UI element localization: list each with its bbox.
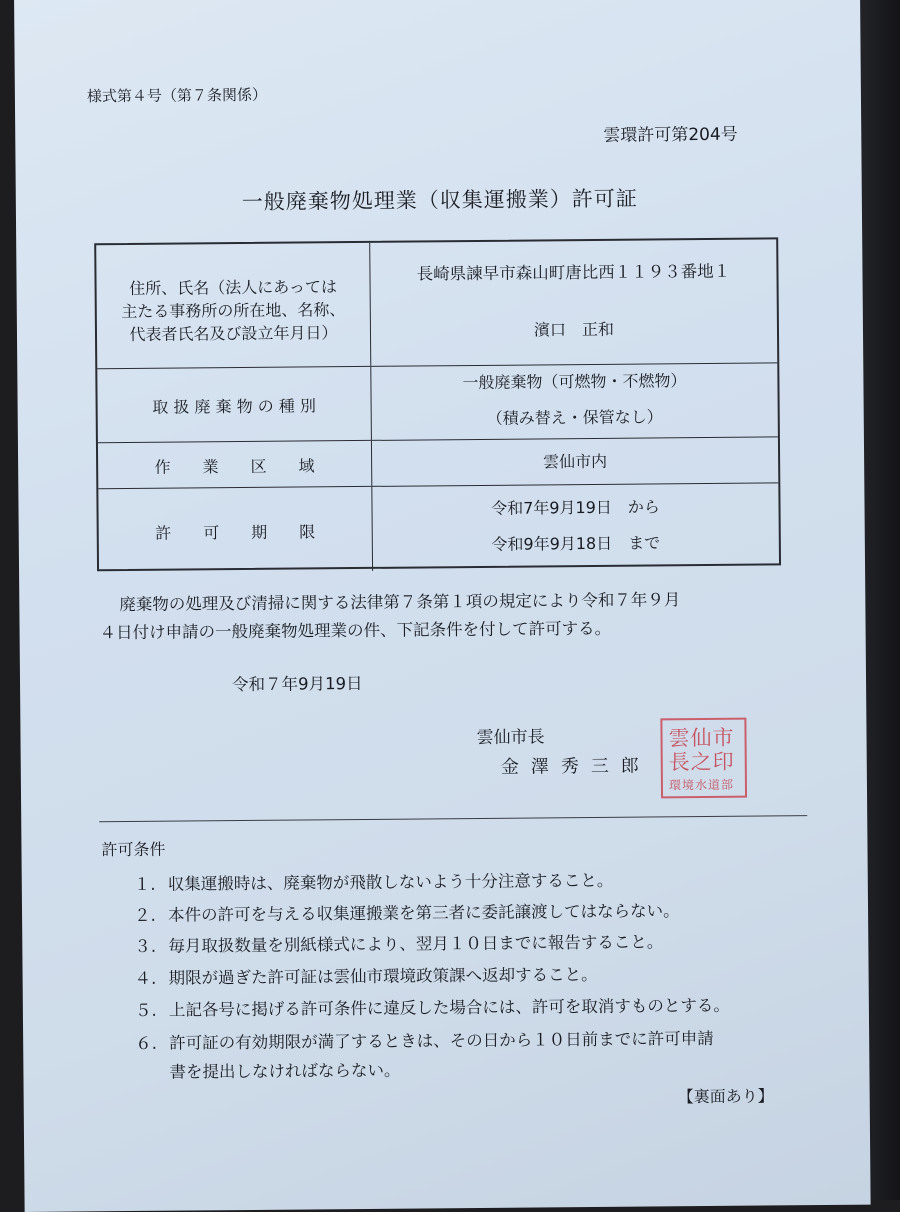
issue-date: 令和７年9月19日 xyxy=(231,673,363,695)
table-label-line: 代表者氏名及び設立年月日） xyxy=(129,323,338,345)
back-side-note: 【裏面あり】 xyxy=(677,1086,774,1107)
condition-number: ５. xyxy=(134,1000,157,1020)
condition-number: ６. xyxy=(135,1033,158,1053)
table-label-line: 住所、氏名（法人にあっては xyxy=(129,277,338,299)
form-number: 様式第４号（第７条関係） xyxy=(86,85,268,106)
table-label-line: 作 業 区 域 xyxy=(154,456,315,477)
condition-number: ４. xyxy=(134,968,157,988)
condition-text: 書を提出しなければならない。 xyxy=(169,1060,401,1082)
table-value-cell xyxy=(370,239,777,366)
table-label-cell xyxy=(97,367,372,442)
body-line: 廃棄物の処理及び清掃に関する法律第７条第１項の規定により令和７年９月 xyxy=(119,590,681,615)
table-value-cell xyxy=(371,363,778,440)
waste-type: 一般廃棄物（可燃物・不燃物） xyxy=(462,371,687,393)
table-value-cell xyxy=(372,437,778,486)
permit-document xyxy=(14,0,871,1212)
table-value-cell xyxy=(372,483,779,571)
table-row-waste-type xyxy=(97,363,778,443)
table-label-cell xyxy=(98,487,373,573)
table-label-line: 許 可 期 限 xyxy=(155,522,316,543)
conditions-title: 許可条件 xyxy=(101,839,166,860)
document-title: 一般廃棄物処理業（収集運搬業）許可証 xyxy=(241,186,638,215)
permit-table xyxy=(94,237,781,571)
condition-number: ３. xyxy=(134,936,157,956)
body-line: ４日付け申請の一般廃棄物処理業の件、下記条件を付して許可する。 xyxy=(99,618,612,643)
condition-number: ２. xyxy=(133,905,156,925)
mayor-title: 雲仙市長 xyxy=(476,727,545,748)
table-label-line: 主たる事務所の所在地、名称、 xyxy=(121,300,346,322)
applicant-name: 濱口 正和 xyxy=(533,319,615,340)
table-label-cell xyxy=(96,243,371,368)
table-label-cell xyxy=(98,441,372,488)
condition-text: 許可証の有効期限が満了するときは、その日から１０日前までに許可申請 xyxy=(169,1028,714,1053)
condition-text: 収集運搬時は、廃棄物が飛散しないよう十分注意すること。 xyxy=(167,870,614,894)
mayor-name: 金澤秀三郎 xyxy=(500,755,651,778)
condition-text: 毎月取扱数量を別紙様式により、翌月１０日までに報告すること。 xyxy=(168,932,664,956)
work-area: 雲仙市内 xyxy=(543,451,608,472)
table-row-address xyxy=(96,239,777,369)
table-row-area xyxy=(98,437,778,489)
applicant-address: 長崎県諫早市森山町唐比西１１９３番地１ xyxy=(416,261,731,284)
section-divider xyxy=(99,815,807,822)
table-row-period xyxy=(98,483,779,573)
permit-number: 雲環許可第204号 xyxy=(603,124,738,146)
official-seal-stamp: 市 印 仙 之 雲 長 環境水道部 xyxy=(660,718,747,799)
period-end: 令和9年9月18日 まで xyxy=(491,533,661,554)
condition-number: １. xyxy=(133,874,156,894)
waste-type-note: （積み替え・保管なし） xyxy=(486,407,663,428)
period-start: 令和7年9月19日 から xyxy=(491,497,660,518)
condition-text: 上記各号に掲げる許可条件に違反した場合には、許可を取消すものとする。 xyxy=(168,995,730,1020)
table-label-line: 取 扱 廃 棄 物 の 種 別 xyxy=(152,396,317,417)
condition-text: 期限が過ぎた許可証は雲仙市環境政策課へ返却すること。 xyxy=(168,964,598,988)
condition-text: 本件の許可を与える収集運搬業を第三者に委託譲渡してはならない。 xyxy=(167,901,680,925)
